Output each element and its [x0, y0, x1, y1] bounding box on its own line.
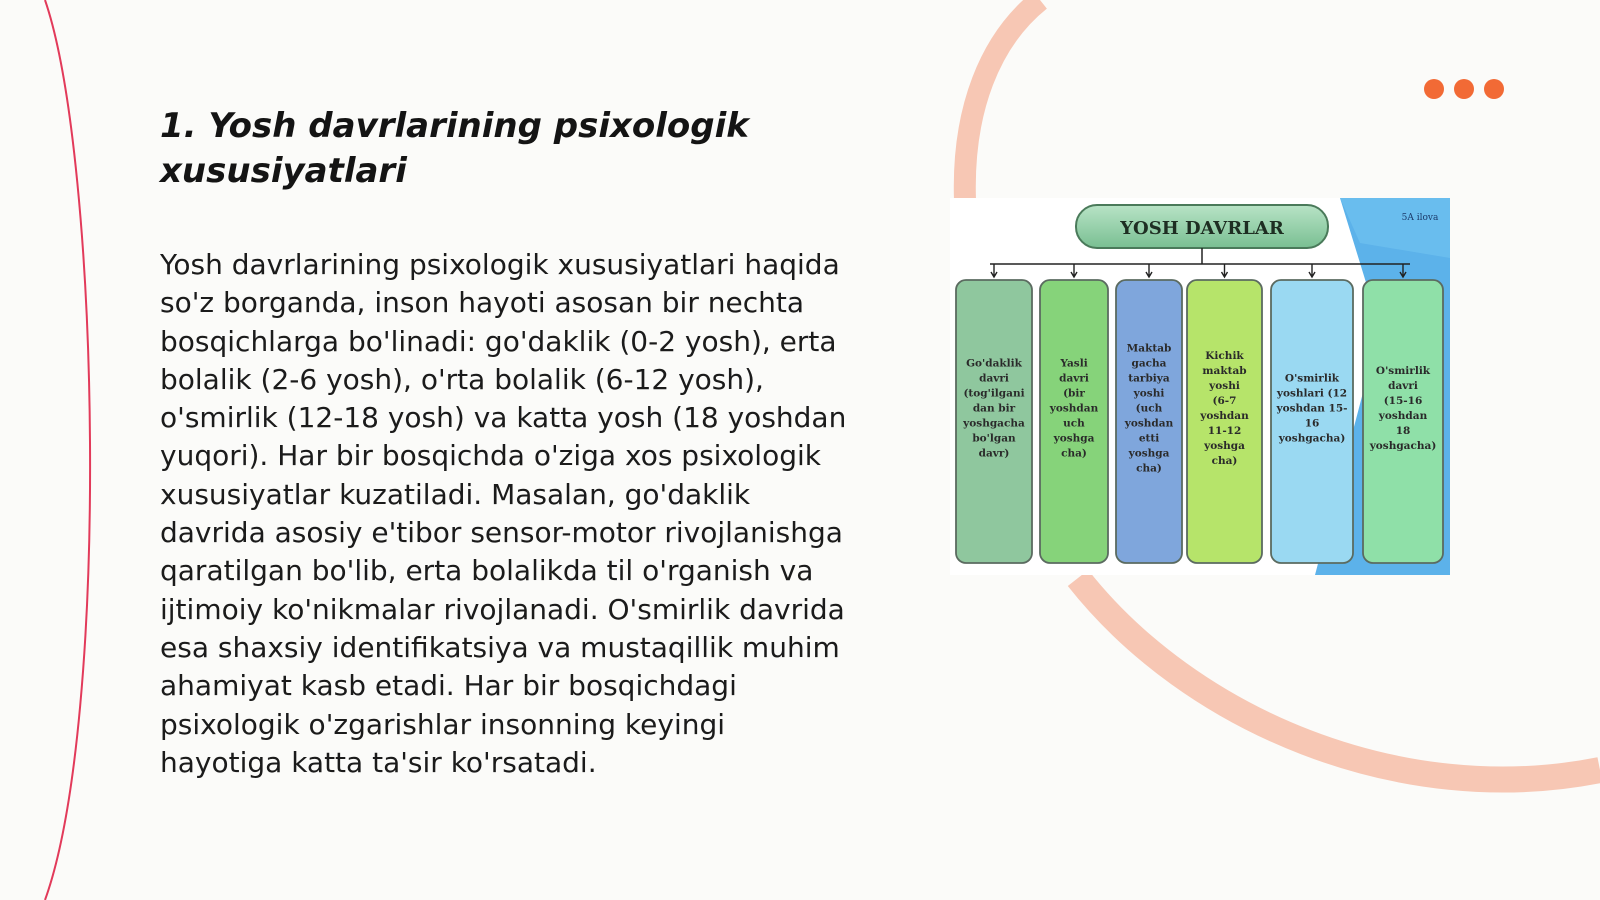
age-periods-diagram	[950, 198, 1450, 575]
stage-label: yoshga	[1204, 440, 1245, 452]
stage-label: yoshgacha)	[1369, 440, 1437, 452]
stage-label: yoshdan 15-	[1276, 402, 1348, 415]
stage-label: (tog'ilgani	[963, 387, 1025, 400]
stage-label: yoshga	[1053, 432, 1095, 445]
age-periods-chart	[950, 198, 1450, 575]
stage-label: uch	[1063, 417, 1085, 430]
stage-label: (uch	[1135, 402, 1163, 415]
stage-label: yoshdan	[1124, 417, 1174, 430]
stage-label: yoshdan	[1200, 410, 1249, 422]
stages-group	[956, 264, 1443, 563]
stage-label: Maktab	[1126, 342, 1172, 355]
stage-label: yoshgacha)	[1278, 432, 1346, 445]
slide-title: 1. Yosh davrlarining psixologik xususiyatlari	[160, 106, 749, 191]
stage-label: Go'daklik	[966, 357, 1022, 370]
stage-label: O'smirlik	[1284, 372, 1340, 385]
stage-label: dan bir	[972, 402, 1016, 415]
diagram-corner-label: 5A ilova	[1401, 213, 1439, 223]
stage-label: davr)	[978, 447, 1010, 460]
diagram-header: YOSH DAVRLAR	[1120, 218, 1284, 239]
stage-label: yoshdan	[1049, 402, 1099, 415]
stage-label: 16	[1304, 417, 1320, 430]
dot-icon	[1424, 79, 1444, 99]
stage-label: yoshi	[1209, 380, 1240, 392]
stage-label: Kichik	[1205, 350, 1244, 362]
stage-label: etti	[1138, 432, 1160, 445]
dot-icon	[1484, 79, 1504, 99]
stage-label: 18	[1395, 425, 1411, 437]
stage-label: davri	[1059, 372, 1089, 385]
slide-body-text: Yosh davrlarining psixologik xususiyatlari haqida so'z borganda, inson hayoti asosan bir nechta bosqichlarga bo'linadi: go'daklik (0-2 yosh), erta bolalik (2-6 yosh), o'rta bolalik (6-12 yosh), o'smirlik (12-18 yosh) va katta yosh (18 yoshdan yuqori). Har bir bosqichda o'ziga xos psixologik xususiyatlar kuzatiladi. Masalan, go'daklik davrida asosiy e'tibor sensor-motor rivojlanishga qaratilgan bo'lib, erta bolalikda til o'rganish va ijtimoiy ko'nikmalar rivojlanadi. O'smirlik davrida esa shaxsiy identifikatsiya va mustaqillik muhim ahamiyat kasb etadi. Har bir bosqichdagi psixologik o'zgarishlar insonning keyingi hayotiga katta ta'sir ko'rsatadi.	[160, 248, 847, 779]
stage-label: cha)	[1136, 462, 1162, 475]
stage-label: yoshgacha	[963, 417, 1025, 430]
stage-label: bo'lgan	[972, 432, 1016, 445]
stage-label: maktab	[1202, 365, 1247, 377]
dot-icon	[1454, 79, 1474, 99]
stage-label: yoshi	[1133, 387, 1165, 400]
stage-label: yoshlari (12	[1276, 387, 1348, 400]
stage-label: (15-16	[1383, 395, 1423, 407]
stage-label: yoshga	[1128, 447, 1170, 460]
stage-label: davri	[979, 372, 1009, 385]
stage-label: Yasli	[1060, 357, 1088, 370]
stage-label: cha)	[1061, 447, 1087, 460]
stage-label: 11-12	[1207, 425, 1242, 437]
stage-label: cha)	[1211, 455, 1238, 467]
stage-label: O'smirlik	[1375, 365, 1431, 377]
stage-label: yoshdan	[1378, 410, 1428, 422]
stage-label: (6-7	[1212, 395, 1237, 407]
stage-label: (bir	[1063, 387, 1085, 400]
decorative-dots	[1424, 79, 1504, 99]
stage-label: tarbiya	[1128, 372, 1170, 385]
stage-label: gacha	[1131, 357, 1167, 370]
stage-label: davri	[1388, 380, 1418, 392]
